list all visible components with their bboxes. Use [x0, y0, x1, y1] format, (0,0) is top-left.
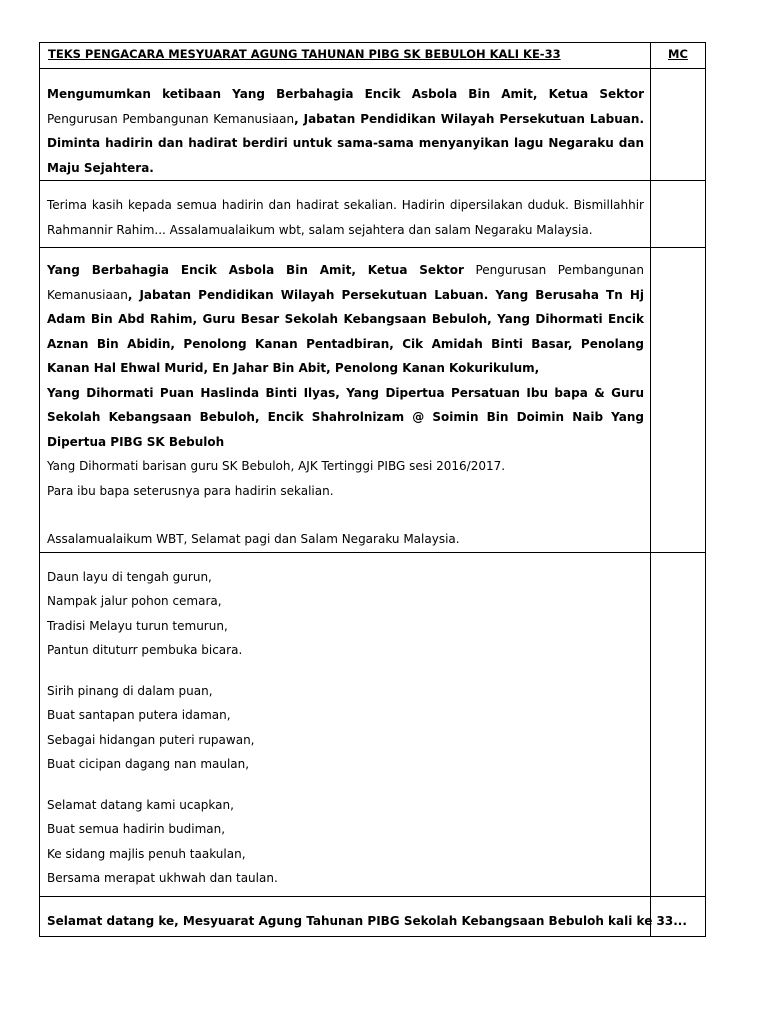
script-row-pantun: [40, 552, 706, 896]
pantun-line: Sebagai hidangan puteri rupawan,: [47, 732, 255, 747]
greeting-line: Assalamualaikum WBT, Selamat pagi dan Salam Negaraku Malaysia.: [47, 532, 460, 546]
pantun-line: Bersama merapat ukhwah dan taulan.: [47, 871, 278, 885]
script-cell: [40, 69, 651, 181]
pantun-stanza-3: [47, 793, 644, 891]
script-cell: [40, 552, 651, 896]
spacer: [47, 503, 644, 527]
document-title: TEKS PENGACARA MESYUARAT AGUNG TAHUNAN PIBG SK BEBULOH KALI KE-33: [40, 43, 651, 69]
script-cell: [40, 896, 687, 936]
salutation-teachers: Yang Dihormati barisan guru SK Bebuloh, AJK Tertinggi PIBG sesi 2016/2017.: [47, 459, 506, 473]
pantun-line: Buat santapan putera idaman,: [47, 708, 231, 722]
pantun-line: Sirih pinang di dalam puan,: [47, 683, 213, 698]
script-cell: [40, 248, 651, 553]
script-row-thanks: [40, 181, 706, 248]
salutation-parents: Para ibu bapa seterusnya para hadirin sekalian.: [47, 483, 334, 498]
salutation-paragraph-pibg: Yang Dihormati Puan Haslinda Binti Ilyas, Yang Dipertua Persatuan Ibu bapa & Guru Sekolah Kebangsaan Bebuloh, Encik Shahrolnizam @ Soimin Bin Doimin Naib Yang Dipertua PIBG SK Bebuloh: [47, 385, 644, 449]
header-row: [40, 43, 706, 69]
welcome-line: Selamat datang ke, Mesyuarat Agung Tahunan PIBG Sekolah Kebangsaan Bebuloh kali ke 33...: [47, 913, 687, 928]
salutation-text-cont: , Jabatan Pendidikan Wilayah Persekutuan Labuan. Yang Berusaha Tn Hj Adam Bin Abd Rahim, Guru Besar Sekolah Kebangsaan Bebuloh, Yang Dihormati Encik Aznan Bin Abidin, Penolong Kanan Pentadbiran, Cik Amidah Binti Basar, Penolang Kanan Hal Ehwal Murid, En Jahar Bin Abit, Penolong Kanan Kokurikulum,: [47, 287, 644, 375]
pantun-stanza-1: [47, 565, 644, 663]
sector-name: Pengurusan Pembangunan Kemanusiaan: [47, 111, 295, 126]
mc-cell: [651, 181, 706, 248]
mc-cell: [651, 69, 706, 181]
pantun-line: Ke sidang majlis penuh taakulan,: [47, 846, 246, 861]
pantun-line: Buat cicipan dagang nan maulan,: [47, 757, 250, 771]
pantun-line: Daun layu di tengah gurun,: [47, 569, 212, 584]
document-page: [39, 42, 705, 937]
announcement-text-cont: , Jabatan Pendidikan Wilayah Persekutuan Labuan. Diminta hadirin dan hadirat berdiri untuk sama-sama menyanyikan lagu Negaraku dan Maju Sejahtera.: [47, 111, 645, 175]
pantun-line: Tradisi Melayu turun temurun,: [47, 618, 228, 633]
mc-cell: [651, 552, 706, 896]
script-row-announcement: [40, 69, 706, 181]
script-cell: [40, 181, 651, 248]
pantun-line: Pantun dituturr pembuka bicara.: [47, 643, 243, 657]
pantun-line: Selamat datang kami ucapkan,: [47, 797, 234, 812]
spacer: [47, 663, 644, 679]
announcement-text: Mengumumkan ketibaan Yang Berbahagia Encik Asbola Bin Amit, Ketua Sektor: [47, 87, 644, 101]
mc-column-header: MC: [651, 43, 706, 69]
pantun-stanza-2: [47, 679, 644, 777]
pantun-line: Nampak jalur pohon cemara,: [47, 594, 222, 608]
mc-script-table: [39, 42, 706, 937]
script-row-welcome: [40, 896, 706, 936]
thanks-paragraph: Terima kasih kepada semua hadirin dan hadirat sekalian. Hadirin dipersilakan duduk. Bismillahhir Rahmannir Rahim... Assalamualaikum wbt, salam sejahtera dan salam Negaraku Malaysia.: [47, 198, 644, 237]
announcement-paragraph: [47, 82, 644, 180]
script-row-salutation: [40, 248, 706, 553]
mc-cell: [651, 248, 706, 553]
salutation-paragraph: [47, 258, 644, 381]
spacer: [47, 777, 644, 793]
sector-name: Pengurusan Pembangunan Kemanusiaan: [47, 263, 644, 302]
salutation-text: Yang Berbahagia Encik Asbola Bin Amit, Ketua Sektor: [47, 263, 464, 277]
pantun-line: Buat semua hadirin budiman,: [47, 822, 226, 836]
